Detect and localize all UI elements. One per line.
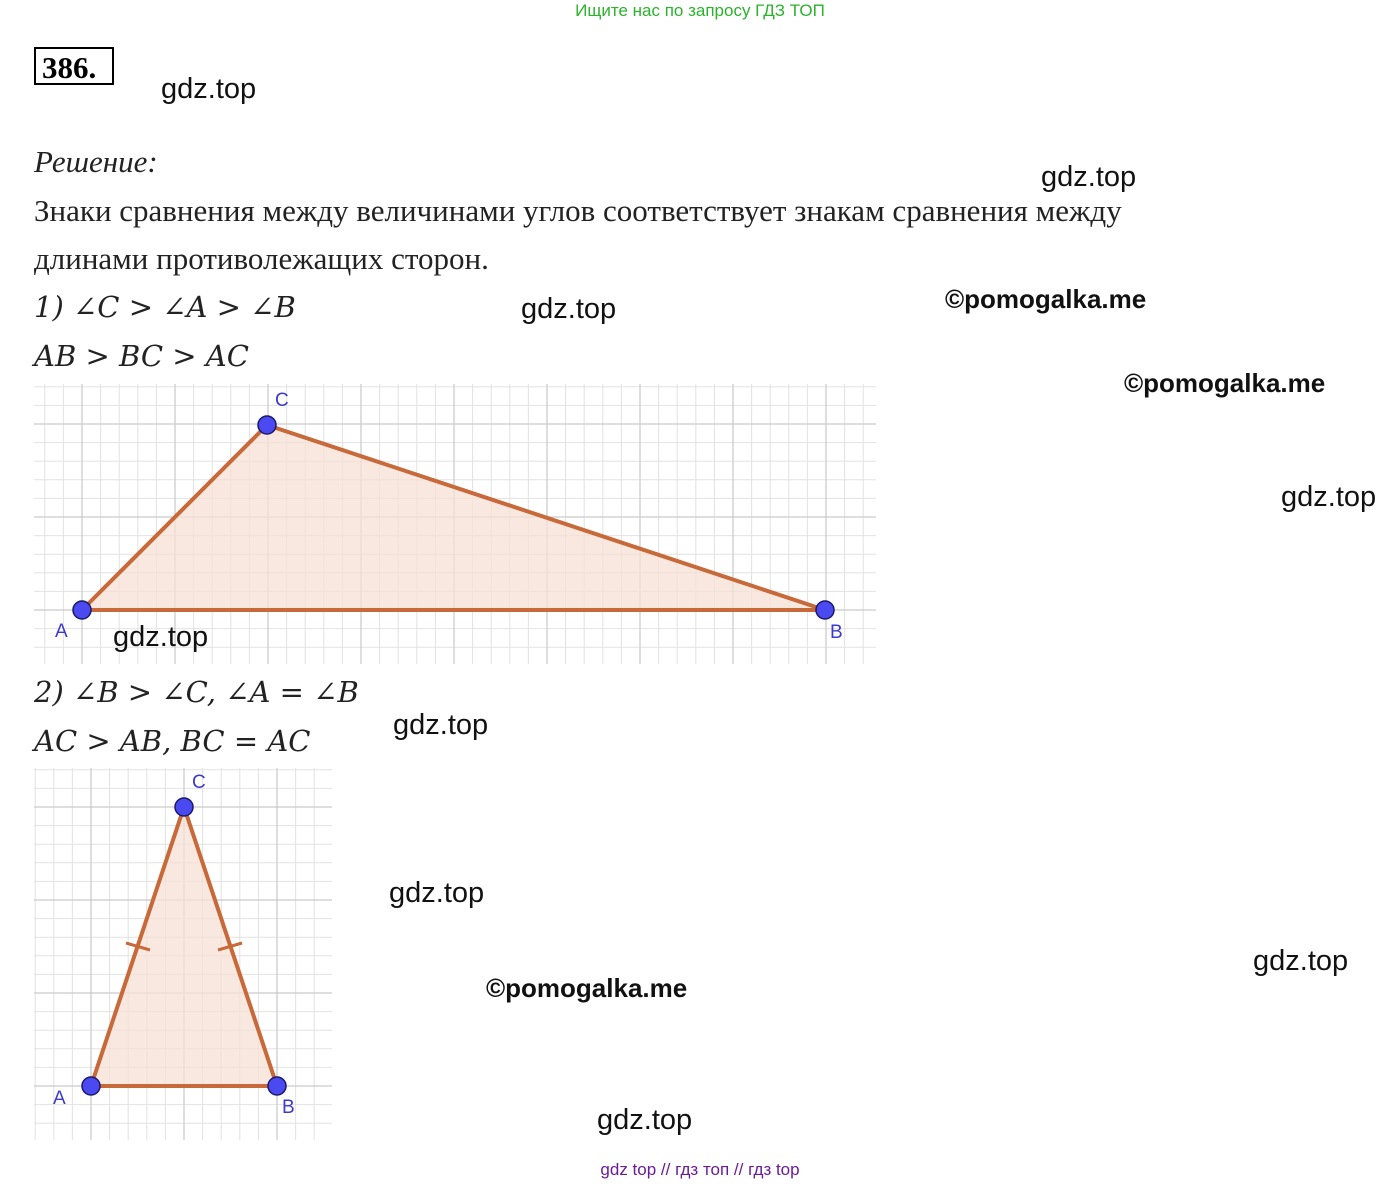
label-a: A [53, 1088, 66, 1109]
watermark-gdz: gdz.top [1281, 481, 1377, 513]
watermark-gdz: gdz.top [113, 621, 209, 653]
watermark-gdz: gdz.top [1041, 161, 1137, 193]
watermark-gdz: gdz.top [389, 877, 485, 909]
watermark-pomogalka: ©pomogalka.me [486, 973, 688, 1003]
label-b: B [282, 1097, 295, 1118]
watermark-pomogalka: ©pomogalka.me [945, 284, 1147, 314]
watermark-gdz: gdz.top [393, 709, 489, 741]
watermark-gdz: gdz.top [597, 1104, 693, 1136]
case1-angles: 1) ∠C > ∠A > ∠B [34, 290, 296, 324]
point-b [268, 1077, 286, 1095]
label-c: C [192, 772, 206, 793]
watermark-gdz: gdz.top [521, 293, 617, 325]
paragraph-line-1: Знаки сравнения между величинами углов соответствует знакам сравнения между [34, 193, 1122, 228]
point-a [73, 601, 91, 619]
triangle-2-fill [91, 807, 277, 1086]
point-a [82, 1077, 100, 1095]
watermark-gdz: gdz.top [161, 73, 257, 105]
label-b: B [830, 622, 843, 643]
point-c [258, 416, 276, 434]
figure-2-triangle [34, 768, 332, 1140]
search-banner: Ищите нас по запросу ГДЗ ТОП [575, 1, 825, 20]
footer-links: gdz top // гдз топ // гдз top [600, 1160, 800, 1179]
paragraph-line-2: длинами противолежащих сторон. [34, 241, 489, 276]
label-a: A [55, 621, 68, 642]
watermark-gdz: gdz.top [1253, 945, 1349, 977]
case2-angles: 2) ∠B > ∠C, ∠A = ∠B [34, 675, 359, 709]
label-c: C [275, 390, 289, 411]
case1-sides: AB > BC > AC [34, 339, 249, 373]
watermark-pomogalka: ©pomogalka.me [1124, 368, 1326, 398]
point-c [175, 798, 193, 816]
solution-label: Решение: [34, 144, 158, 179]
case2-sides: AC > AB, BC = AC [34, 724, 311, 758]
task-number: 386. [34, 47, 114, 85]
point-b [816, 601, 834, 619]
